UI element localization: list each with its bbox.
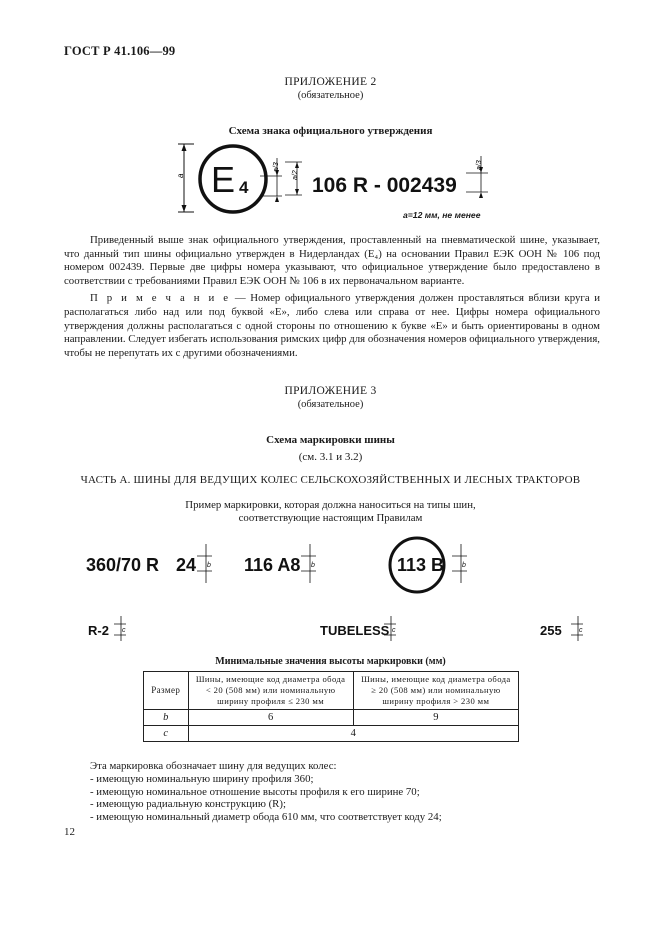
table-title: Минимальные значения высоты маркировки (мм) [215, 656, 446, 667]
label-b-2: b [311, 562, 315, 569]
header-large-tires: Шины, имеющие код диаметра обода ≥ 20 (508 мм) или номинальную ширину профиля > 230 мм [353, 672, 518, 710]
dimension-a3-right [466, 156, 488, 198]
note-label: П р и м е ч а н и е [90, 292, 231, 305]
page-number: 12 [64, 826, 75, 838]
annex2-body [64, 234, 600, 360]
mark-tubeless-text: TUBELESS [320, 623, 390, 638]
dimension-a2 [285, 162, 302, 195]
table-row-c [144, 726, 519, 742]
marking-description [90, 760, 610, 824]
label-c-2: c [392, 627, 396, 634]
document-code: ГОСТ Р 41.106—99 [64, 44, 176, 58]
tire-marking-figure [84, 528, 594, 646]
annex2-title: ПРИЛОЖЕНИЕ 2 [284, 76, 377, 88]
list-intro: Эта маркировка обозначает шину для ведущих колес: [90, 760, 337, 772]
annex3-figure-ref: (см. 3.1 и 3.2) [298, 451, 363, 463]
min-height-table [143, 671, 519, 742]
label-c-1: c [122, 627, 126, 634]
annex2-status: (обязательное) [297, 90, 364, 101]
mark-circled-text: 113 B [397, 555, 445, 575]
annex2-note [64, 292, 600, 360]
approval-number-text: 106 R - 002439 [312, 174, 457, 197]
dim-a2-label: a/2 [292, 170, 299, 180]
annex3-title: ПРИЛОЖЕНИЕ 3 [284, 385, 377, 397]
label-b-3: b [462, 562, 466, 569]
dimension-a [176, 144, 194, 212]
part-a-heading: ЧАСТЬ А. ШИНЫ ДЛЯ ВЕДУЩИХ КОЛЕС СЕЛЬСКОХОЗЯЙСТВЕННЫХ И ЛЕСНЫХ ТРАКТОРОВ [80, 474, 581, 486]
dim-a3-label: a/3 [273, 162, 280, 172]
cell-b-small: 6 [188, 710, 353, 726]
mark-size-note: a=12 мм, не менее [403, 210, 481, 220]
table-row-b [144, 710, 519, 726]
annex2-paragraph: Приведенный выше знак официального утверждения, проставленный на пневматической шине, указывает, что данный тип шины официально утвержден в Нидерландах (E₄) на основании Правил ЕЭК ООН № 106 под номером 002439. Первые две цифры номера указывают, что официальное утверждение было предоставлено в соответствии с требованиями Правил ЕЭК ООН № 106 в их первоначальном варианте. [64, 234, 600, 287]
cell-c-value: 4 [188, 726, 519, 742]
example-line-1: Пример маркировки, которая должна наноситься на типы шин, [185, 499, 476, 511]
mark-country-number: 4 [239, 178, 249, 197]
annex3-status: (обязательное) [297, 399, 364, 410]
label-b-1: b [207, 562, 211, 569]
cell-c-label: c [144, 726, 189, 742]
label-c-3: c [579, 627, 583, 634]
cell-b-label: b [144, 710, 189, 726]
mark-load-text: 116 A8 [244, 555, 301, 575]
mark-r2-text: R-2 [88, 623, 109, 638]
mark-rating-text: 255 [540, 623, 562, 638]
cell-b-large: 9 [353, 710, 518, 726]
annex3-figure-title: Схема маркировки шины [266, 434, 395, 446]
dim-a-label: a [176, 173, 185, 178]
example-line-2: соответствующие настоящим Правилам [238, 512, 423, 524]
table-header-row [144, 672, 519, 710]
header-size: Размер [144, 672, 189, 710]
dim-a3-right-label: a/3 [476, 160, 483, 170]
list-item: - имеющую номинальную ширину профиля 360; [90, 772, 314, 785]
list-item: - имеющую радиальную конструкцию (R); [90, 798, 286, 811]
list-item: - имеющую номинальный диаметр обода 610 мм, что соответствует коду 24; [90, 811, 442, 824]
list-item: - имеющую номинальное отношение высоты профиля к его ширине 70; [90, 785, 420, 798]
mark-letter-e: E [211, 159, 236, 200]
mark-size-text: 360/70 R [86, 555, 160, 575]
note-text: — Номер официального утверждения должен проставляться вблизи круга и располагаться либо над или под буквой «Е», либо слева или справа от нее. Цифры номера официального утверждения должны располагаться с одной стороны по отношению к букве «Е» и быть ориентированы в одном направлении. Следует избегать использования римских цифр для обозначения номеров официального утверждения, чтобы не перепутать их с другими обозначениями. [64, 292, 600, 359]
annex2-figure-title: Схема знака официального утверждения [228, 125, 433, 137]
mark-rim-text: 24 [176, 555, 197, 575]
header-small-tires: Шины, имеющие код диаметра обода < 20 (508 мм) или номинальную ширину профиля ≤ 230 мм [188, 672, 353, 710]
